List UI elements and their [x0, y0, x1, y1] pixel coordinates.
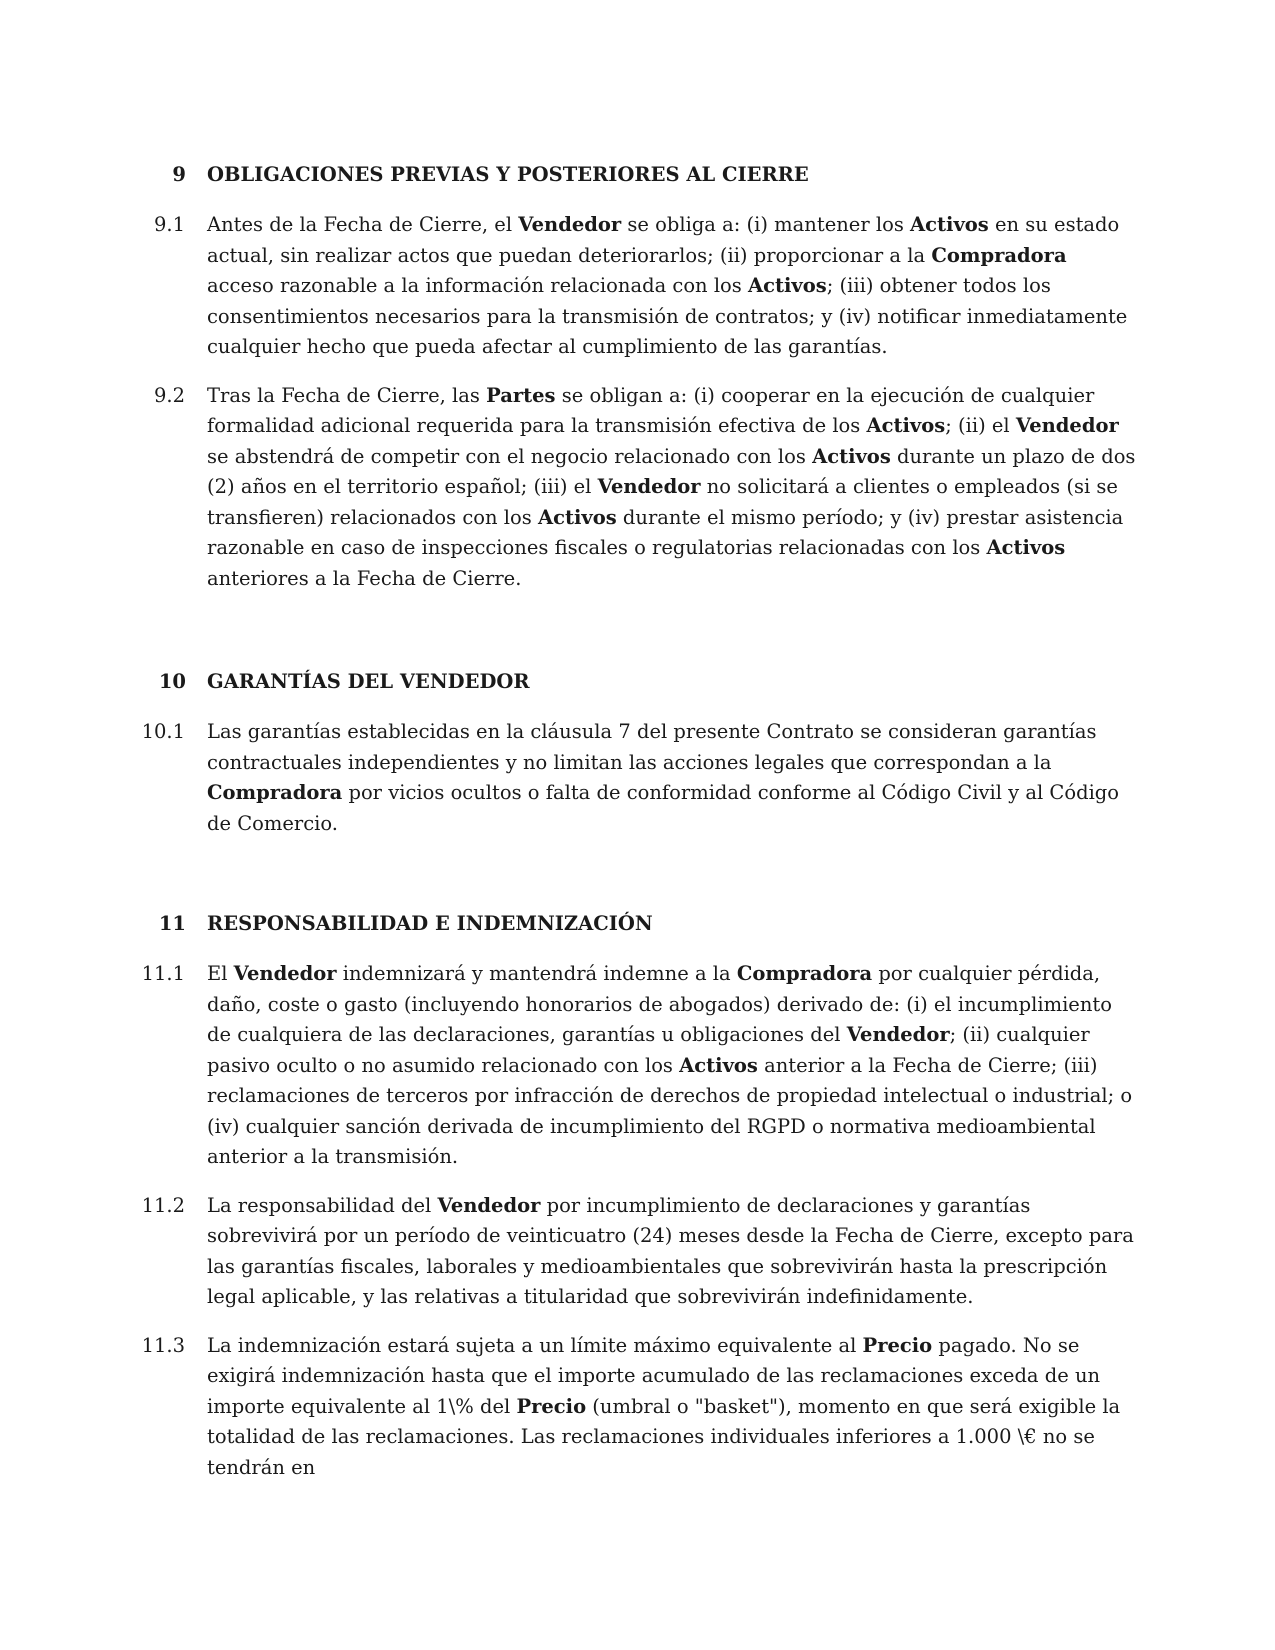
clause-text-run: se obligan a: (i) cooperar en la ejecución de cualquier formalidad adicional requerida para la transmisión efectiva de los	[207, 383, 1095, 437]
clause-text-run: indemnizará y mantendrá indemne a la	[336, 962, 737, 985]
defined-term: Activos	[910, 213, 989, 236]
clause-text-run: no solicitará a clientes o empleados (si se transfieren) relacionados con los	[207, 475, 1118, 529]
clause-text-run: anterior a la Fecha de Cierre; (iii) reclamaciones de terceros por infracción de derechos de propiedad intelectual o industrial; o (iv) cualquier sanción derivada de incumplimiento del RGPD o normativa medioambiental anterior a la transmisión.	[207, 1053, 1133, 1168]
clause-number: 11.1	[141, 962, 185, 985]
defined-term: Compradora	[207, 781, 343, 804]
defined-term: Compradora	[736, 962, 873, 985]
clause-text-run: en su estado actual, sin realizar actos que puedan deteriorarlos; (ii) proporcionar a la	[207, 213, 1120, 267]
section-heading	[0, 160, 1275, 190]
clause-text-run: ; (ii) el	[945, 414, 1016, 437]
clause-text	[207, 959, 1137, 1173]
clause-text-run: La indemnización estará sujeta a un límite máximo equivalente al	[207, 1333, 863, 1357]
clause-text-run: durante un plazo de dos (2) años en el territorio español; (iii) el	[207, 444, 1136, 498]
clause-text-run: durante el mismo período; y (iv) prestar asistencia razonable en caso de inspecciones fiscales o regulatorias relacionadas con los	[207, 505, 1124, 559]
clause-9-2	[0, 381, 1275, 595]
clause-10-1	[0, 717, 1275, 839]
section-title: GARANTÍAS DEL VENDEDOR	[207, 670, 530, 693]
clause-number: 9.2	[153, 383, 185, 407]
clause-text-run: Las garantías establecidas en la cláusula 7 del presente Contrato se consideran garantías contractuales independientes y no limitan las acciones legales que correspondan a la	[207, 720, 1097, 774]
clause-text-run: El	[207, 962, 234, 985]
section-heading	[0, 667, 1275, 697]
clause-text-run: anteriores a la Fecha de Cierre.	[207, 566, 522, 590]
section-number: 10	[158, 670, 186, 693]
section-number: 9	[172, 163, 186, 186]
defined-term: Activos	[812, 444, 891, 468]
clause-text-run: por cualquier pérdida, daño, coste o gasto (incluyendo honorarios de abogados) derivado de: (i) el incumplimiento de cualquiera de las declaraciones, garantías u obligaciones del	[207, 962, 1112, 1046]
defined-term: Precio	[862, 1333, 933, 1357]
clause-number: 11.2	[141, 1193, 185, 1217]
defined-term: Compradora	[931, 243, 1067, 267]
clause-text-run: Antes de la Fecha de Cierre, el	[207, 213, 519, 236]
clause-number: 9.1	[153, 213, 185, 236]
clause-11-1	[0, 959, 1275, 1173]
clause-number: 11.3	[141, 1333, 185, 1357]
clause-text-run: se obliga a: (i) mantener los	[621, 213, 911, 236]
section-10	[0, 667, 1275, 839]
clause-text	[207, 717, 1137, 839]
clause-text-run: ; (iii) obtener todos los consentimientos necesarios para la transmisión de contratos; y (iv) notificar inmediatamente cualquier hecho que pueda afectar al cumplimiento de las garantías.	[207, 274, 1128, 358]
clause-text-run: (umbral o "basket"), momento en que será exigible la totalidad de las reclamaciones. Las reclamaciones individuales inferiores a 1.000 \€ no se tendrán en	[207, 1394, 1121, 1479]
clause-text-run: por vicios ocultos o falta de conformidad conforme al Código Civil y al Código de Comercio.	[207, 781, 1120, 835]
clause-text	[207, 1191, 1137, 1313]
section-number: 11	[158, 912, 186, 935]
defined-term: Vendedor	[597, 475, 701, 498]
clause-text-run: Tras la Fecha de Cierre, las	[207, 383, 487, 407]
section-9	[0, 160, 1275, 594]
defined-term: Activos	[866, 414, 946, 437]
defined-term: Vendedor	[846, 1023, 950, 1046]
defined-term: Vendedor	[233, 962, 337, 985]
section-title: RESPONSABILIDAD E INDEMNIZACIÓN	[207, 912, 653, 935]
defined-term: Vendedor	[1015, 414, 1119, 437]
defined-term: Partes	[486, 383, 556, 407]
clause-text-run: ; (ii) cualquier pasivo oculto o no asumido relacionado con los	[207, 1023, 1090, 1077]
clause-11-2	[0, 1191, 1275, 1313]
clause-number: 10.1	[141, 720, 185, 743]
section-heading	[0, 909, 1275, 939]
clause-text	[207, 381, 1137, 595]
clause-text-run: pagado. No se exigirá indemnización hasta que el importe acumulado de las reclamaciones exceda de un importe equivalente al 1\% del	[207, 1333, 1101, 1418]
clause-11-3	[0, 1331, 1275, 1484]
defined-term: Activos	[537, 505, 617, 529]
clause-text	[207, 210, 1137, 363]
defined-term: Activos	[986, 536, 1066, 559]
defined-term: Activos	[679, 1053, 758, 1077]
defined-term: Activos	[748, 274, 827, 297]
defined-term: Vendedor	[437, 1193, 541, 1217]
defined-term: Precio	[516, 1394, 587, 1418]
clause-text-run: acceso razonable a la información relacionada con los	[207, 274, 749, 297]
clause-9-1	[0, 210, 1275, 363]
clause-text-run: La responsabilidad del	[207, 1193, 438, 1217]
clause-text-run: se abstendrá de competir con el negocio relacionado con los	[207, 444, 813, 468]
clause-text-run: por incumplimiento de declaraciones y garantías sobrevivirá por un período de veinticuatro (24) meses desde la Fecha de Cierre, excepto para las garantías fiscales, laborales y medioambientales que sobrevivirán hasta la prescripción legal aplicable, y las relativas a titularidad que sobrevivirán indefinidamente.	[207, 1193, 1134, 1308]
section-11	[0, 909, 1275, 1483]
defined-term: Vendedor	[518, 213, 622, 236]
section-title: OBLIGACIONES PREVIAS Y POSTERIORES AL CIERRE	[207, 163, 809, 186]
clause-text	[207, 1331, 1137, 1484]
